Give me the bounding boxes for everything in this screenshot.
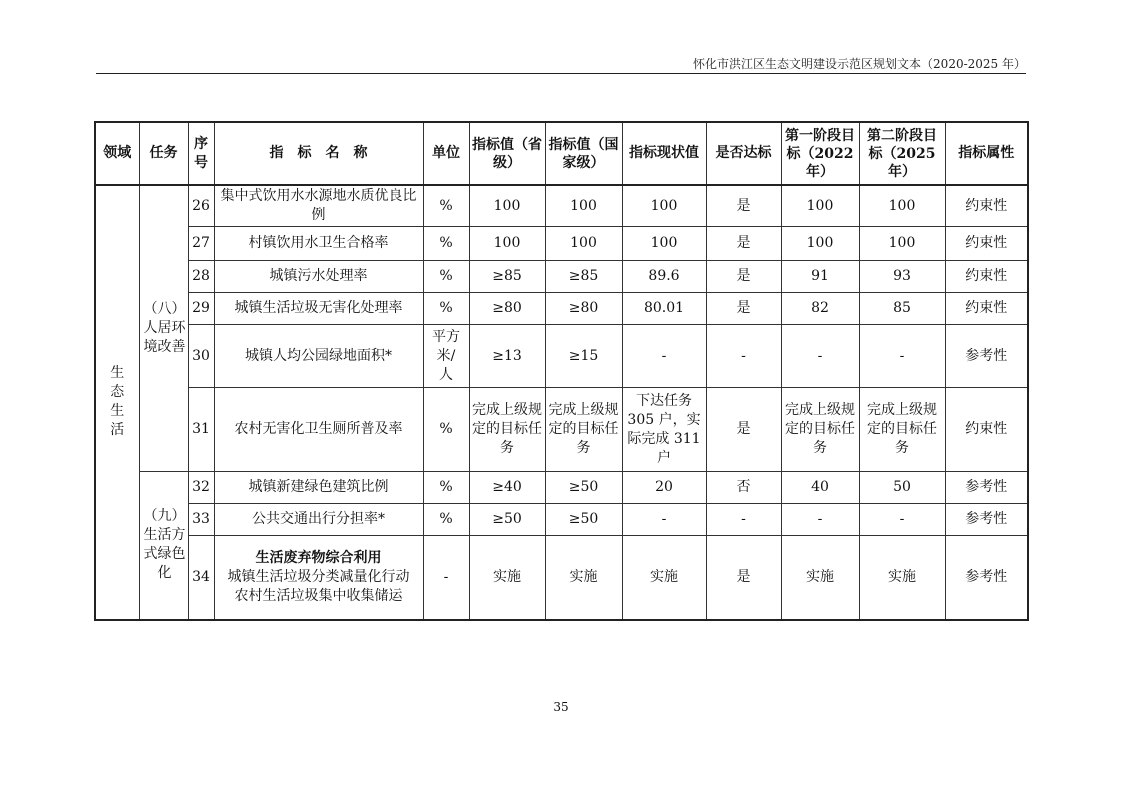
current-cell: 100 bbox=[622, 185, 706, 227]
achieved-cell: 否 bbox=[706, 472, 781, 504]
achieved-cell: 是 bbox=[706, 293, 781, 325]
provincial-cell: 实施 bbox=[469, 536, 545, 620]
seq-cell: 27 bbox=[188, 227, 214, 261]
unit-cell: 平方米/人 bbox=[423, 325, 469, 388]
achieved-cell: 是 bbox=[706, 388, 781, 472]
col-header-provincial: 指标值（省级） bbox=[469, 122, 545, 185]
seq-cell: 28 bbox=[188, 261, 214, 293]
seq-cell: 31 bbox=[188, 388, 214, 472]
provincial-cell: ≥40 bbox=[469, 472, 545, 504]
current-cell: 89.6 bbox=[622, 261, 706, 293]
unit-cell: % bbox=[423, 472, 469, 504]
attribute-cell: 约束性 bbox=[945, 293, 1028, 325]
name-cell-line1: 城镇生活垃圾分类减量化行动 bbox=[227, 568, 410, 585]
attribute-cell: 参考性 bbox=[945, 536, 1028, 620]
provincial-cell: 100 bbox=[469, 227, 545, 261]
stage1-cell: 实施 bbox=[781, 536, 859, 620]
table-row bbox=[95, 293, 1028, 325]
current-cell: 100 bbox=[622, 227, 706, 261]
name-cell-line2: 农村生活垃圾集中收集储运 bbox=[234, 587, 403, 604]
achieved-cell: 是 bbox=[706, 185, 781, 227]
stage2-cell: 100 bbox=[859, 185, 945, 227]
table-row bbox=[95, 325, 1028, 388]
task-cell-8: （八）人居环境改善 bbox=[139, 185, 188, 472]
col-header-unit: 单位 bbox=[423, 122, 469, 185]
current-cell: 下达任务305 户，实际完成 311户 bbox=[622, 388, 706, 472]
unit-cell: % bbox=[423, 185, 469, 227]
indicator-table bbox=[94, 121, 1029, 621]
col-header-domain: 领域 bbox=[95, 122, 139, 185]
seq-cell: 32 bbox=[188, 472, 214, 504]
col-header-stage2: 第二阶段目标（2025 年） bbox=[859, 122, 945, 185]
running-header: 怀化市洪江区生态文明建设示范区规划文本（2020-2025 年） bbox=[693, 57, 1026, 71]
national-cell: ≥50 bbox=[545, 504, 622, 536]
current-cell: 80.01 bbox=[622, 293, 706, 325]
header-rule bbox=[96, 73, 1026, 74]
table-row bbox=[95, 261, 1028, 293]
unit-cell: % bbox=[423, 504, 469, 536]
page-number: 35 bbox=[553, 700, 569, 714]
national-cell: 完成上级规定的目标任务 bbox=[545, 388, 622, 472]
attribute-cell: 约束性 bbox=[945, 227, 1028, 261]
name-cell: 城镇人均公园绿地面积* bbox=[214, 325, 423, 388]
current-cell: - bbox=[622, 504, 706, 536]
name-cell bbox=[214, 536, 423, 620]
name-cell-title: 生活废弃物综合利用 bbox=[255, 549, 382, 566]
stage1-cell: 100 bbox=[781, 227, 859, 261]
achieved-cell: - bbox=[706, 325, 781, 388]
current-cell: 实施 bbox=[622, 536, 706, 620]
national-cell: ≥80 bbox=[545, 293, 622, 325]
col-header-current: 指标现状值 bbox=[622, 122, 706, 185]
task-cell-9: （九）生活方式绿色化 bbox=[139, 472, 188, 620]
name-cell: 城镇污水处理率 bbox=[214, 261, 423, 293]
table-row bbox=[95, 185, 1028, 227]
stage1-cell: 100 bbox=[781, 185, 859, 227]
seq-cell: 34 bbox=[188, 536, 214, 620]
table-row bbox=[95, 388, 1028, 472]
unit-cell: % bbox=[423, 293, 469, 325]
stage2-cell: 50 bbox=[859, 472, 945, 504]
attribute-cell: 约束性 bbox=[945, 388, 1028, 472]
stage1-cell: 40 bbox=[781, 472, 859, 504]
table-row bbox=[95, 227, 1028, 261]
col-header-achieved: 是否达标 bbox=[706, 122, 781, 185]
name-cell: 农村无害化卫生厕所普及率 bbox=[214, 388, 423, 472]
seq-cell: 33 bbox=[188, 504, 214, 536]
col-header-name: 指 标 名 称 bbox=[214, 122, 423, 185]
stage1-cell: 91 bbox=[781, 261, 859, 293]
attribute-cell: 参考性 bbox=[945, 504, 1028, 536]
name-cell: 城镇生活垃圾无害化处理率 bbox=[214, 293, 423, 325]
national-cell: 实施 bbox=[545, 536, 622, 620]
stage2-cell: 93 bbox=[859, 261, 945, 293]
name-cell: 城镇新建绿色建筑比例 bbox=[214, 472, 423, 504]
attribute-cell: 参考性 bbox=[945, 472, 1028, 504]
col-header-national: 指标值（国家级） bbox=[545, 122, 622, 185]
provincial-cell: ≥80 bbox=[469, 293, 545, 325]
seq-cell: 26 bbox=[188, 185, 214, 227]
national-cell: 100 bbox=[545, 185, 622, 227]
col-header-seq: 序号 bbox=[188, 122, 214, 185]
stage1-cell: 完成上级规定的目标任务 bbox=[781, 388, 859, 472]
stage1-cell: - bbox=[781, 325, 859, 388]
stage2-cell: 完成上级规定的目标任务 bbox=[859, 388, 945, 472]
provincial-cell: 完成上级规定的目标任务 bbox=[469, 388, 545, 472]
name-cell: 公共交通出行分担率* bbox=[214, 504, 423, 536]
provincial-cell: ≥85 bbox=[469, 261, 545, 293]
stage1-cell: - bbox=[781, 504, 859, 536]
col-header-attribute: 指标属性 bbox=[945, 122, 1028, 185]
provincial-cell: 100 bbox=[469, 185, 545, 227]
col-header-stage1: 第一阶段目标（2022年） bbox=[781, 122, 859, 185]
stage1-cell: 82 bbox=[781, 293, 859, 325]
table-row bbox=[95, 504, 1028, 536]
table-header-row bbox=[95, 122, 1028, 185]
provincial-cell: ≥50 bbox=[469, 504, 545, 536]
achieved-cell: 是 bbox=[706, 227, 781, 261]
table-row bbox=[95, 472, 1028, 504]
national-cell: ≥15 bbox=[545, 325, 622, 388]
achieved-cell: - bbox=[706, 504, 781, 536]
stage2-cell: 实施 bbox=[859, 536, 945, 620]
seq-cell: 29 bbox=[188, 293, 214, 325]
name-cell: 集中式饮用水水源地水质优良比例 bbox=[214, 185, 423, 227]
national-cell: ≥50 bbox=[545, 472, 622, 504]
national-cell: ≥85 bbox=[545, 261, 622, 293]
attribute-cell: 约束性 bbox=[945, 185, 1028, 227]
provincial-cell: ≥13 bbox=[469, 325, 545, 388]
achieved-cell: 是 bbox=[706, 261, 781, 293]
unit-cell: - bbox=[423, 536, 469, 620]
unit-cell: % bbox=[423, 227, 469, 261]
achieved-cell: 是 bbox=[706, 536, 781, 620]
attribute-cell: 参考性 bbox=[945, 325, 1028, 388]
attribute-cell: 约束性 bbox=[945, 261, 1028, 293]
name-cell: 村镇饮用水卫生合格率 bbox=[214, 227, 423, 261]
stage2-cell: 100 bbox=[859, 227, 945, 261]
national-cell: 100 bbox=[545, 227, 622, 261]
unit-cell: % bbox=[423, 388, 469, 472]
seq-cell: 30 bbox=[188, 325, 214, 388]
stage2-cell: - bbox=[859, 325, 945, 388]
unit-cell: % bbox=[423, 261, 469, 293]
stage2-cell: 85 bbox=[859, 293, 945, 325]
current-cell: 20 bbox=[622, 472, 706, 504]
stage2-cell: - bbox=[859, 504, 945, 536]
table-row bbox=[95, 536, 1028, 620]
col-header-task: 任务 bbox=[139, 122, 188, 185]
domain-cell: 生态生活 bbox=[95, 185, 139, 620]
current-cell: - bbox=[622, 325, 706, 388]
